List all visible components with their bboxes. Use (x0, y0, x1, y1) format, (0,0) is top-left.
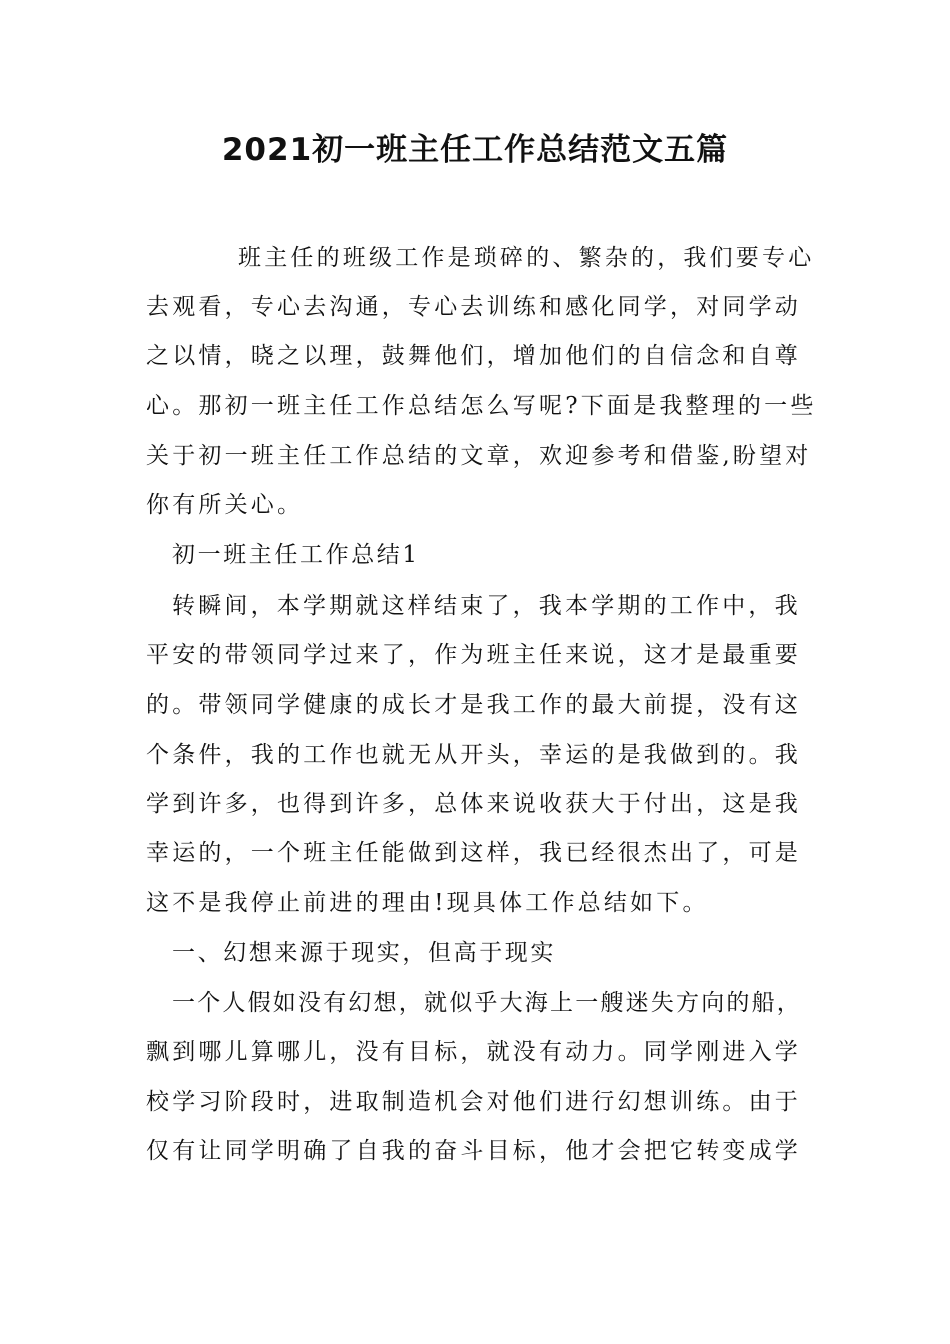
intro-line: 之以情，晓之以理，鼓舞他们，增加他们的自信念和自尊 (146, 343, 801, 369)
section-line: 幸运的，一个班主任能做到这样，我已经很杰出了，可是 (146, 840, 801, 866)
section-heading: 初一班主任工作总结1 (172, 542, 420, 568)
section-line: 转瞬间，本学期就这样结束了，我本学期的工作中，我 (172, 593, 801, 619)
body-line: 飘到哪儿算哪儿，没有目标，就没有动力。同学刚进入学 (146, 1039, 801, 1065)
intro-line: 你有所关心。 (146, 492, 304, 518)
section-line: 学到许多，也得到许多，总体来说收获大于付出，这是我 (146, 791, 801, 817)
section-line: 这不是我停止前进的理由!现具体工作总结如下。 (146, 890, 709, 916)
intro-line: 班主任的班级工作是琐碎的、繁杂的，我们要专心 (238, 245, 815, 271)
section-line: 平安的带领同学过来了，作为班主任来说，这才是最重要 (146, 642, 801, 668)
document-title: 2021初一班主任工作总结范文五篇 (221, 132, 729, 168)
intro-line: 心。那初一班主任工作总结怎么写呢?下面是我整理的一些 (146, 393, 817, 419)
section-line: 个条件，我的工作也就无从开头，幸运的是我做到的。我 (146, 742, 801, 768)
body-line: 仅有让同学明确了自我的奋斗目标，他才会把它转变成学 (146, 1138, 801, 1164)
body-line: 校学习阶段时，进取制造机会对他们进行幻想训练。由于 (146, 1089, 801, 1115)
subheading: 一、幻想来源于现实，但高于现实 (172, 940, 556, 966)
intro-line: 关于初一班主任工作总结的文章，欢迎参考和借鉴,盼望对 (146, 443, 812, 469)
body-line: 一个人假如没有幻想，就似乎大海上一艘迷失方向的船， (172, 990, 802, 1016)
section-line: 的。带领同学健康的成长才是我工作的最大前提，没有这 (146, 692, 801, 718)
intro-line: 去观看，专心去沟通，专心去训练和感化同学，对同学动 (146, 294, 801, 320)
